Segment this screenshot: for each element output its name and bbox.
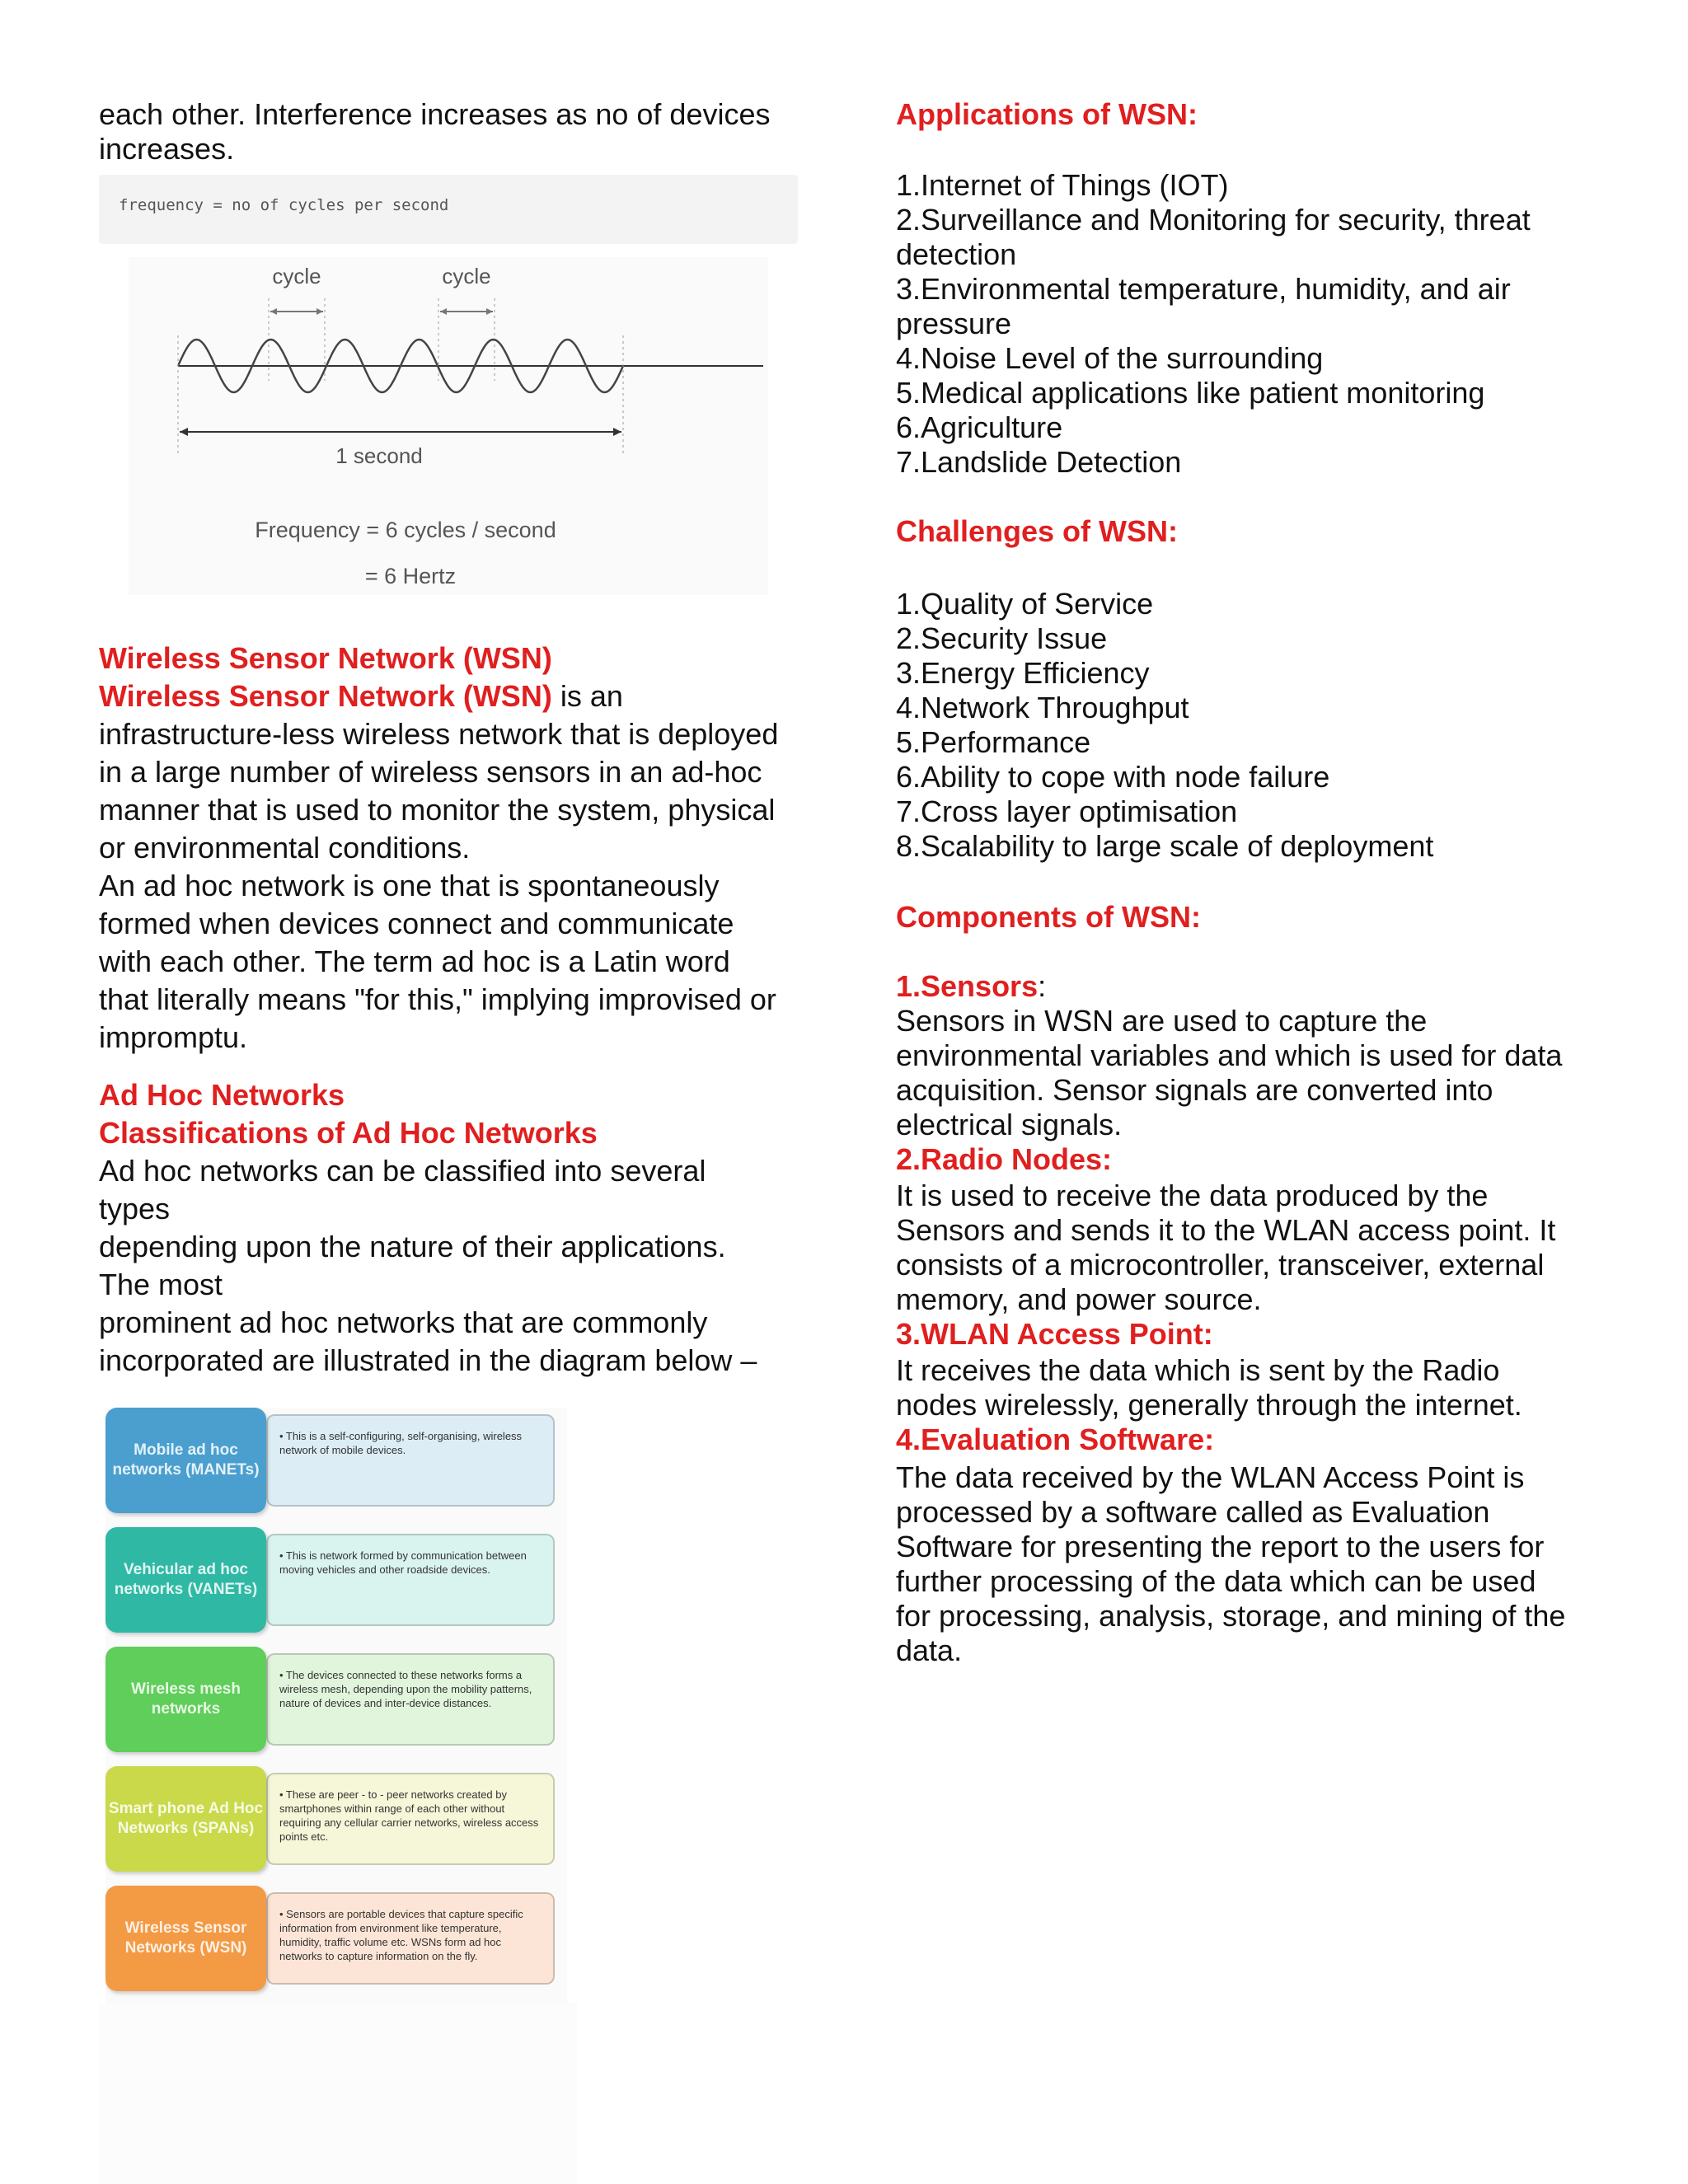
sensors-line: acquisition. Sensor signals are converted into	[896, 1073, 1493, 1107]
applications-heading: Applications of WSN:	[896, 97, 1198, 131]
adhoc-label: Mobile ad hoc networks (MANETs)	[106, 1408, 266, 1513]
application-item: 7.Landslide Detection	[896, 445, 1182, 479]
class-line: prominent ad hoc networks that are commonly	[99, 1305, 708, 1339]
adhoc-desc: • This is a self-configuring, self-organising, wireless network of mobile devices.	[266, 1414, 555, 1507]
application-item: 1.Internet of Things (IOT)	[896, 168, 1229, 202]
challenges-heading: Challenges of WSN:	[896, 514, 1179, 548]
wsn-line: impromptu.	[99, 1020, 248, 1054]
wsn-line: in a large number of wireless sensors in an ad-hoc	[99, 755, 762, 789]
radio-line: memory, and power source.	[896, 1282, 1262, 1316]
challenge-item: 1.Quality of Service	[896, 587, 1154, 621]
challenge-item: 4.Network Throughput	[896, 691, 1189, 724]
frequency-line-2: = 6 Hertz	[364, 564, 457, 588]
adhoc-row-mesh	[106, 1647, 567, 1758]
sensors-heading: 1.Sensors	[896, 969, 1039, 1003]
wsn-first-line	[99, 679, 623, 714]
cycle-label-2: cycle	[442, 264, 491, 288]
adhoc-row-span	[106, 1766, 567, 1877]
evaluation-line: further processing of the data which can be used	[896, 1564, 1536, 1598]
adhoc-heading: Ad Hoc Networks	[99, 1078, 345, 1112]
second-label: 1 second	[335, 443, 423, 468]
application-item: 6.Agriculture	[896, 410, 1063, 444]
arrowhead	[180, 428, 188, 436]
wsn-line: formed when devices connect and communicate	[99, 907, 734, 940]
adhoc-label: Wireless mesh networks	[106, 1647, 266, 1752]
evaluation-line: Software for presenting the report to the users for	[896, 1530, 1545, 1563]
application-item: pressure	[896, 307, 1012, 340]
arrowhead	[270, 308, 277, 315]
challenge-item: 3.Energy Efficiency	[896, 656, 1150, 690]
intro-line: each other. Interference increases as no of devices	[99, 97, 771, 131]
radio-nodes-heading: 2.Radio Nodes:	[896, 1142, 1113, 1176]
wave-svg	[129, 257, 768, 595]
challenge-item: 6.Ability to cope with node failure	[896, 760, 1330, 794]
evaluation-heading: 4.Evaluation Software:	[896, 1422, 1215, 1456]
wsn-line: manner that is used to monitor the system, physical	[99, 793, 776, 827]
adhoc-label: Vehicular ad hoc networks (VANETs)	[106, 1527, 266, 1633]
sensors-line: Sensors in WSN are used to capture the	[896, 1004, 1428, 1038]
code-text: frequency = no of cycles per second	[119, 196, 449, 214]
adhoc-label: Wireless Sensor Networks (WSN)	[106, 1886, 266, 1991]
wsn-line: infrastructure-less wireless network that is deployed	[99, 717, 779, 751]
components-heading: Components of WSN:	[896, 900, 1201, 934]
sensors-colon: :	[1038, 969, 1047, 1003]
challenge-item: 8.Scalability to large scale of deployment	[896, 829, 1434, 863]
wlan-heading: 3.WLAN Access Point:	[896, 1317, 1213, 1351]
adhoc-desc: • The devices connected to these networks forms a wireless mesh, depending upon the mobility patterns, nature of devices and inter-device distances.	[266, 1653, 555, 1746]
challenge-item: 7.Cross layer optimisation	[896, 794, 1238, 828]
wsn-heading: Wireless Sensor Network (WSN)	[99, 641, 552, 675]
class-line: depending upon the nature of their applications.	[99, 1230, 726, 1263]
classifications-heading: Classifications of Ad Hoc Networks	[99, 1116, 598, 1150]
class-line: types	[99, 1192, 171, 1226]
code-snippet	[99, 175, 798, 244]
wsn-line: with each other. The term ad hoc is a Latin word	[99, 944, 730, 978]
adhoc-desc: • This is network formed by communication between moving vehicles and other roadside devices.	[266, 1534, 555, 1626]
arrowhead	[486, 308, 493, 315]
wsn-line: An ad hoc network is one that is spontaneously	[99, 869, 720, 902]
wave-diagram	[129, 257, 768, 595]
application-item: 3.Environmental temperature, humidity, and air	[896, 272, 1511, 306]
frequency-figure	[99, 175, 798, 595]
sensors-line: electrical signals.	[896, 1108, 1123, 1141]
application-item: detection	[896, 237, 1017, 271]
evaluation-line: The data received by the WLAN Access Point is	[896, 1460, 1525, 1494]
wlan-line: It receives the data which is sent by the Radio	[896, 1353, 1500, 1387]
radio-line: It is used to receive the data produced by the	[896, 1179, 1489, 1212]
wsn-first-rest: is an	[551, 679, 623, 713]
cycle-label-1: cycle	[272, 264, 321, 288]
radio-line: Sensors and sends it to the WLAN access point. It	[896, 1213, 1556, 1247]
sensors-line: environmental variables and which is used for data	[896, 1038, 1563, 1072]
arrowhead	[316, 308, 323, 315]
image-bottom-area	[99, 2003, 577, 2184]
evaluation-line: for processing, analysis, storage, and mining of the	[896, 1599, 1566, 1633]
class-line: The most	[99, 1268, 223, 1301]
radio-line: consists of a microcontroller, transceiver, external	[896, 1248, 1545, 1282]
evaluation-line: data.	[896, 1633, 963, 1667]
adhoc-desc: • Sensors are portable devices that capture specific information from environment like temperature, humidity, traffic volume etc. WSNs form ad hoc networks to capture information on the fly.	[266, 1892, 555, 1985]
class-line: Ad hoc networks can be classified into several	[99, 1154, 706, 1188]
adhoc-desc: • These are peer - to - peer networks created by smartphones within range of each other without requiring any cellular carrier networks, wireless access points etc.	[266, 1773, 555, 1865]
application-item: 4.Noise Level of the surrounding	[896, 341, 1324, 375]
evaluation-line: processed by a software called as Evaluation	[896, 1495, 1490, 1529]
challenge-item: 2.Security Issue	[896, 621, 1108, 655]
intro-line: increases.	[99, 132, 235, 166]
application-item: 5.Medical applications like patient monitoring	[896, 376, 1485, 410]
sensors-heading-line	[896, 969, 1046, 1004]
application-item: 2.Surveillance and Monitoring for security, threat	[896, 203, 1531, 237]
challenge-item: 5.Performance	[896, 725, 1091, 759]
wsn-term: Wireless Sensor Network (WSN)	[99, 679, 552, 713]
wsn-line: that literally means "for this," implying improvised or	[99, 982, 776, 1016]
arrowhead	[613, 428, 621, 436]
frequency-line-1: Frequency = 6 cycles / second	[255, 518, 556, 542]
class-line: incorporated are illustrated in the diagram below –	[99, 1343, 757, 1377]
arrowhead	[440, 308, 447, 315]
wsn-line: or environmental conditions.	[99, 831, 471, 865]
adhoc-label: Smart phone Ad Hoc Networks (SPANs)	[106, 1766, 266, 1872]
adhoc-row-vanet	[106, 1527, 567, 1638]
wlan-line: nodes wirelessly, generally through the internet.	[896, 1388, 1522, 1422]
adhoc-row-manet	[106, 1408, 567, 1519]
adhoc-row-wsn	[106, 1886, 567, 1997]
adhoc-diagram	[106, 1408, 567, 2003]
